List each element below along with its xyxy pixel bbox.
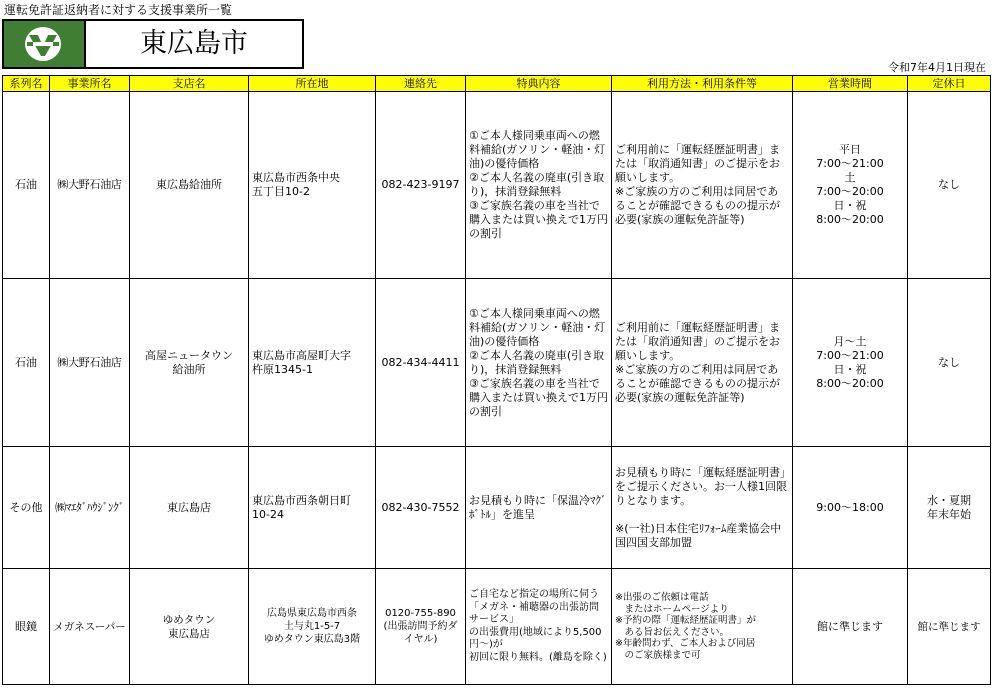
- header-company: 事業所名: [50, 76, 130, 92]
- cell-hours: 月～土 7:00～21:00 日・祝 8:00～20:00: [793, 279, 908, 447]
- city-emblem-icon: [24, 26, 62, 62]
- cell-branch: 東広島給油所: [130, 92, 249, 279]
- as-of-date: 令和7年4月1日現在: [888, 61, 986, 74]
- header-conditions: 利用方法・利用条件等: [612, 76, 793, 92]
- cell-conditions: ご利用前に「運転経歴証明書」または「取消通知書」のご提示をお願いします。 ※ご家族の方のご利用は同居であることが確認できるものの提示が必要(家族の運転免許証等): [612, 92, 793, 279]
- cell-address: 東広島市西条中央 五丁目10-2: [249, 92, 376, 279]
- cell-company: ㈱大野石油店: [50, 92, 130, 279]
- cell-closed: なし: [908, 92, 991, 279]
- office-list-table: [2, 75, 991, 685]
- cell-address: 広島県東広島市西条 土与丸1-5-7 ゆめタウン東広島3階: [249, 569, 376, 685]
- cell-branch: ゆめタウン 東広島店: [130, 569, 249, 685]
- cell-hours: 平日 7:00～21:00 土 7:00～20:00 日・祝 8:00～20:00: [793, 92, 908, 279]
- document-title: 運転免許証返納者に対する支援事業所一覧: [4, 3, 233, 17]
- logo-box: [4, 21, 84, 67]
- cell-benefit: ご自宅など指定の場所に伺う 「メガネ・補聴器の出張訪問サービス」 の出張費用(地域により5,500円～)が 初回に限り無料。(離島を除く): [466, 569, 612, 685]
- cell-phone: 082-423-9197: [376, 92, 466, 279]
- table-row: [3, 92, 991, 279]
- cell-company: ㈱ﾏｴﾀﾞﾊｳｼﾞﾝｸﾞ: [50, 447, 130, 569]
- cell-company: ㈱大野石油店: [50, 279, 130, 447]
- cell-benefit: ①ご本人様同乗車両への燃料補給(ガソリン・軽油・灯油)の優待価格 ②ご本人名義の廃車(引き取り)，抹消登録無料 ③ご家族名義の車を当社で購入または買い換えで1万円の割引: [466, 92, 612, 279]
- cell-phone: 0120-755-890 (出張訪問予約ダイヤル): [376, 569, 466, 685]
- cell-hours: 館に準じます: [793, 569, 908, 685]
- cell-conditions: ご利用前に「運転経歴証明書」または「取消通知書」のご提示をお願いします。 ※ご家族の方のご利用は同居であることが確認できるものの提示が必要(家族の運転免許証等): [612, 279, 793, 447]
- table-row: [3, 447, 991, 569]
- cell-conditions: お見積もり時に「運転経歴証明書」をご提示ください。お一人様1回限りとなります。 ※(一社)日本住宅ﾘﾌｫｰﾑ産業協会中国四国支部加盟: [612, 447, 793, 569]
- header-phone: 連絡先: [376, 76, 466, 92]
- cell-hours: 9:00～18:00: [793, 447, 908, 569]
- cell-category: 石油: [3, 92, 50, 279]
- header-category: 系列名: [3, 76, 50, 92]
- table-row: [3, 569, 991, 685]
- header-branch: 支店名: [130, 76, 249, 92]
- table-header-row: [3, 76, 991, 92]
- cell-address: 東広島市高屋町大字 杵原1345-1: [249, 279, 376, 447]
- table-row: [3, 279, 991, 447]
- cell-category: その他: [3, 447, 50, 569]
- cell-category: 眼鏡: [3, 569, 50, 685]
- cell-closed: 館に準じます: [908, 569, 991, 685]
- header-address: 所在地: [249, 76, 376, 92]
- cell-category: 石油: [3, 279, 50, 447]
- cell-address: 東広島市西条朝日町 10-24: [249, 447, 376, 569]
- cell-benefit: ①ご本人様同乗車両への燃料補給(ガソリン・軽油・灯油)の優待価格 ②ご本人名義の廃車(引き取り)，抹消登録無料 ③ご家族名義の車を当社で購入または買い換えで1万円の割引: [466, 279, 612, 447]
- cell-branch: 東広島店: [130, 447, 249, 569]
- city-name: 東広島市: [84, 21, 302, 67]
- header-benefit: 特典内容: [466, 76, 612, 92]
- cell-benefit: お見積もり時に「保温冷ﾏｸﾞﾎﾞﾄﾙ」を進呈: [466, 447, 612, 569]
- cell-closed: 水・夏期 年末年始: [908, 447, 991, 569]
- cell-branch: 高屋ニュータウン 給油所: [130, 279, 249, 447]
- cell-phone: 082-430-7552: [376, 447, 466, 569]
- cell-closed: なし: [908, 279, 991, 447]
- cell-conditions: ※出張のご依頼は電話 またはホームページより ※予約の際「運転経歴証明書」が ある旨お伝えください。 ※年齢問わず、ご本人および同居 のご家族様まで可: [612, 569, 793, 685]
- cell-phone: 082-434-4411: [376, 279, 466, 447]
- header-closed: 定休日: [908, 76, 991, 92]
- cell-company: メガネスーパー: [50, 569, 130, 685]
- header-banner: [2, 19, 304, 69]
- header-hours: 営業時間: [793, 76, 908, 92]
